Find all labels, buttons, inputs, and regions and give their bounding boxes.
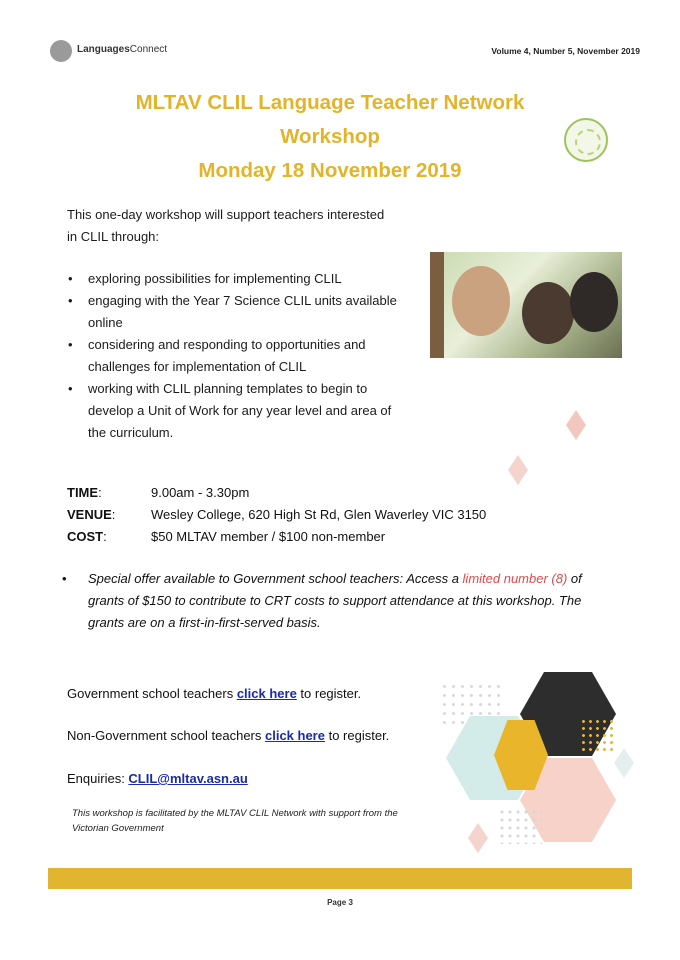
students-photo bbox=[430, 252, 622, 358]
decorative-dots bbox=[580, 718, 614, 752]
register-government: Government school teachers click here to register. bbox=[67, 686, 362, 701]
issue-volume: Volume 4, Number 5, November 2019 bbox=[491, 46, 640, 56]
funding-footnote: This workshop is facilitated by the MLTAV CLIL Network with support from the Victorian Government bbox=[72, 808, 398, 834]
page-number: Page 3 bbox=[327, 898, 353, 907]
non-government-register-link[interactable]: click here bbox=[264, 728, 325, 743]
logo-wordmark: LanguagesConnect bbox=[77, 44, 168, 55]
decorative-diamond bbox=[468, 823, 488, 853]
page-title bbox=[90, 86, 570, 188]
list-item: • working with CLIL planning templates to begin to develop a Unit of Work for any year level and area of the curriculum. bbox=[60, 378, 410, 444]
title-line-1: MLTAV CLIL Language Teacher Network bbox=[135, 91, 525, 114]
title-line-2: Workshop bbox=[280, 125, 380, 148]
network-badge-icon bbox=[564, 118, 608, 162]
intro-paragraph: This one-day workshop will support teachers interested in CLIL through: bbox=[67, 207, 385, 244]
title-line-3: Monday 18 November 2019 bbox=[198, 159, 462, 182]
list-item: • engaging with the Year 7 Science CLIL units available online bbox=[60, 290, 410, 334]
special-offer: • Special offer available to Government school teachers: Access a limited number (8) of grants of $150 to contribute to CRT costs to support attendance at this workshop. The grants are on a first-in-first-served basis. bbox=[62, 571, 582, 630]
enquiries: Enquiries: CLIL@mltav.asn.au bbox=[67, 771, 248, 786]
government-register-link[interactable]: click here bbox=[236, 686, 297, 701]
cost-value: $50 MLTAV member / $100 non-member bbox=[151, 529, 386, 544]
time-value: 9.00am - 3.30pm bbox=[151, 485, 250, 500]
workshop-bullet-list bbox=[60, 268, 410, 444]
list-item: • considering and responding to opportunities and challenges for implementation of CLIL bbox=[60, 334, 410, 378]
languages-connect-logo-icon bbox=[50, 40, 72, 62]
decorative-diamond bbox=[508, 455, 528, 485]
venue-value: Wesley College, 620 High St Rd, Glen Waverley VIC 3150 bbox=[151, 507, 487, 522]
register-non-government: Non-Government school teachers click here to register. bbox=[67, 728, 390, 743]
decorative-dots bbox=[498, 808, 542, 844]
enquiries-email-link[interactable]: CLIL@mltav.asn.au bbox=[128, 771, 248, 786]
decorative-diamond bbox=[566, 410, 586, 440]
limited-number-highlight: limited number (8) bbox=[462, 571, 568, 586]
list-item: • exploring possibilities for implementing CLIL bbox=[60, 268, 410, 290]
footer-bar bbox=[48, 868, 632, 889]
decorative-diamond bbox=[614, 748, 634, 778]
